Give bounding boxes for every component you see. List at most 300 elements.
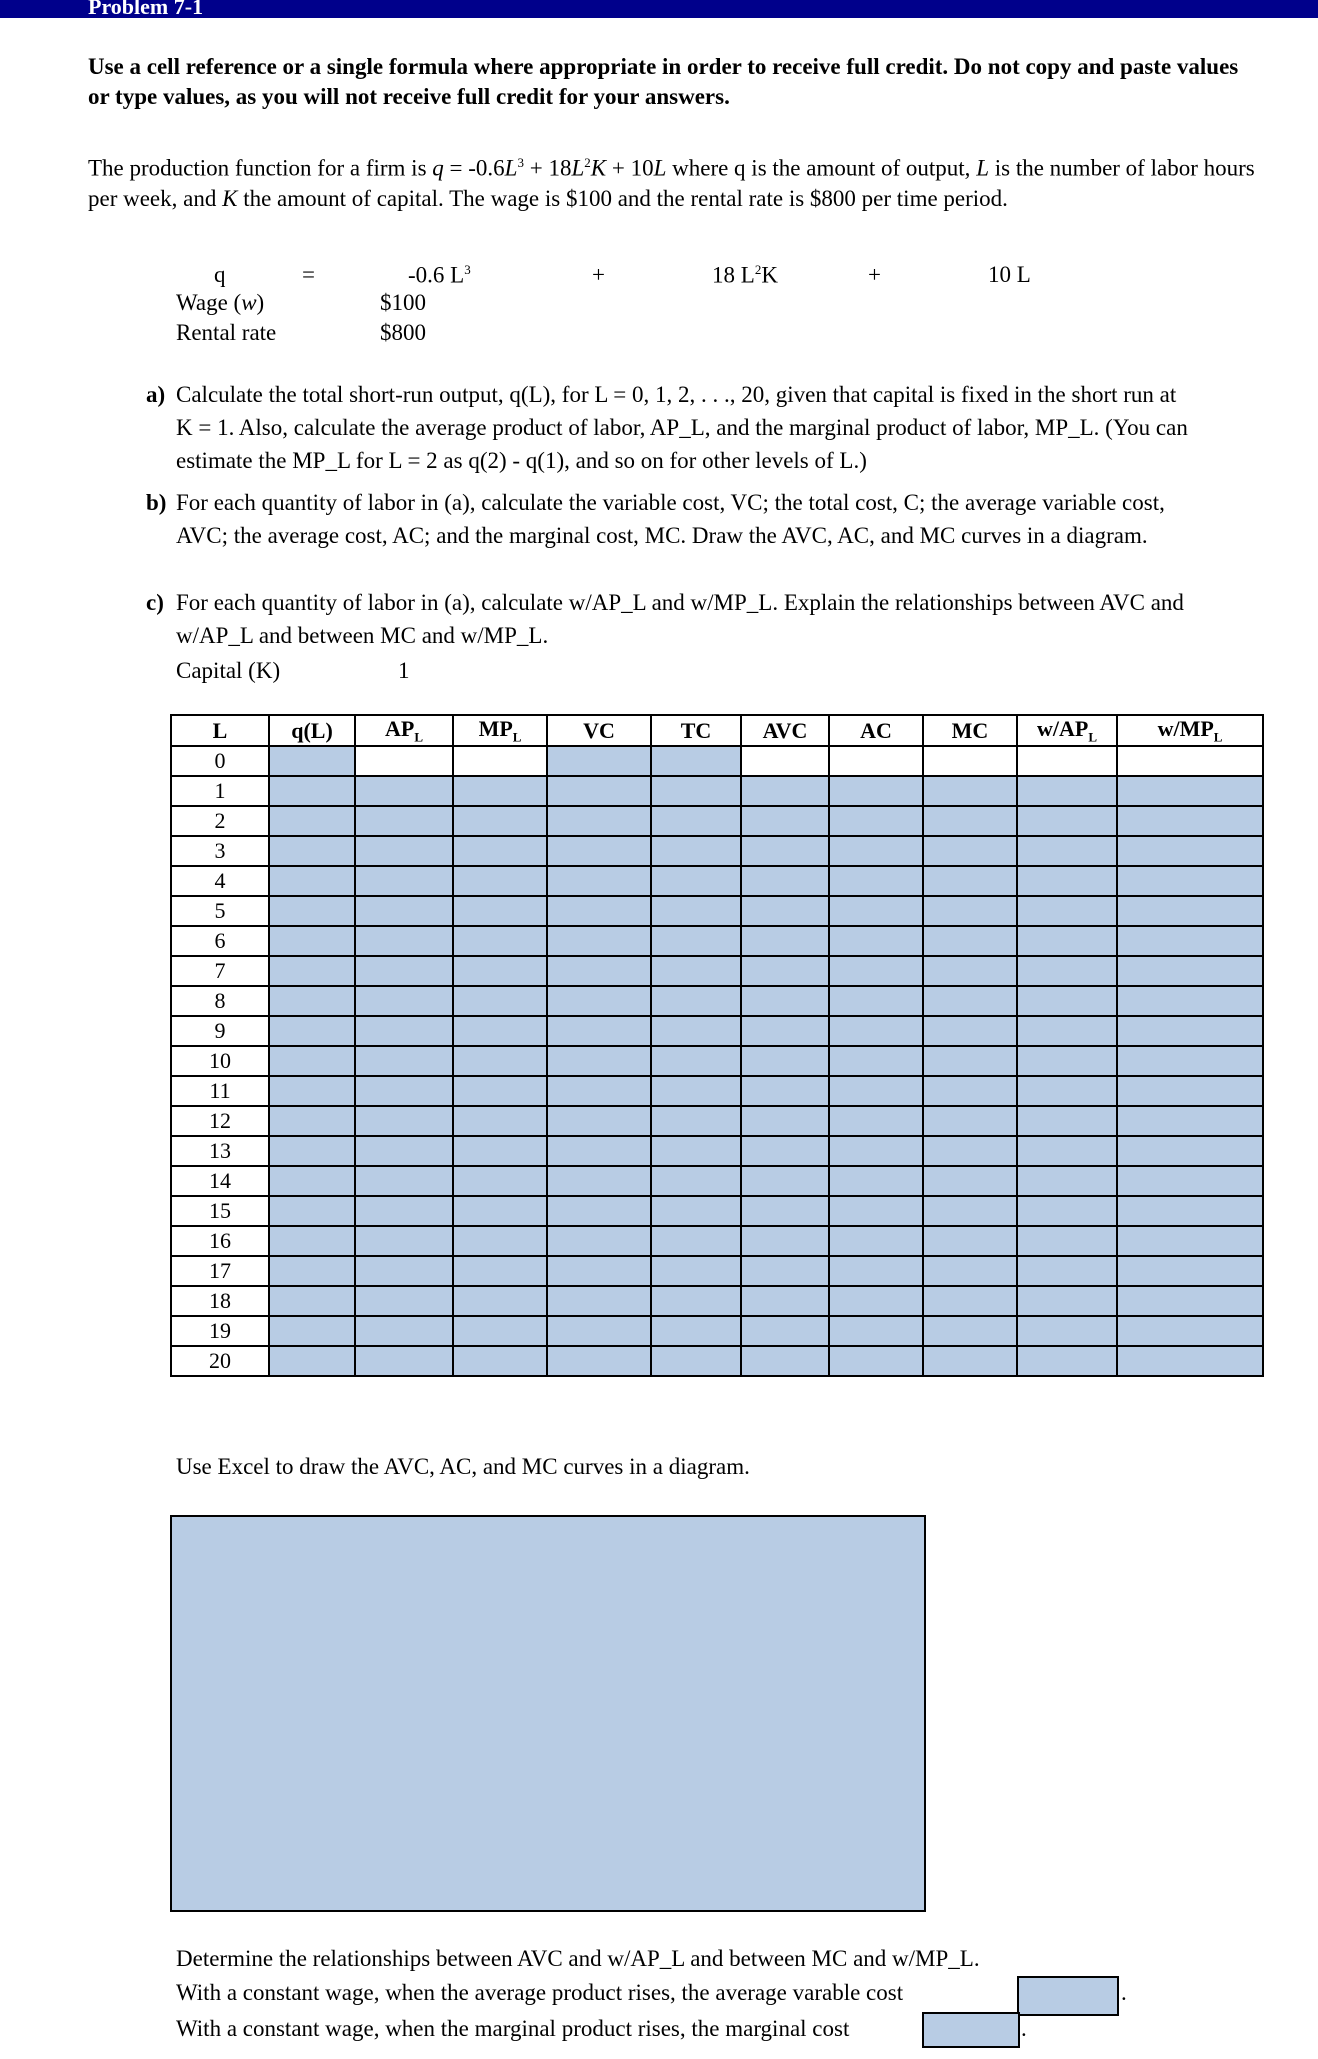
table-row xyxy=(171,1046,1263,1076)
input-cell-w-MPL[interactable] xyxy=(1117,1046,1263,1076)
part-a-line-3: estimate the MP_L for L = 2 as q(2) - q(1), and so on for other levels of L.) xyxy=(176,448,867,473)
input-cell-AC[interactable] xyxy=(829,1016,923,1046)
labor-cell: 17 xyxy=(171,1256,269,1286)
input-cell-w-APL[interactable] xyxy=(1017,926,1117,956)
term-2: 18 $L^2K$ xyxy=(712,262,778,288)
labor-cell: 0 xyxy=(171,746,269,776)
input-cell-MC[interactable] xyxy=(923,1136,1017,1166)
table-row xyxy=(171,1226,1263,1256)
period-2: . xyxy=(1021,2016,1027,2041)
input-cell-APL[interactable] xyxy=(355,1316,453,1346)
input-cell-AC[interactable] xyxy=(829,1136,923,1166)
input-cell-VC[interactable] xyxy=(547,806,651,836)
input-cell-w-APL[interactable] xyxy=(1017,956,1117,986)
input-cell-qL[interactable] xyxy=(269,1046,355,1076)
input-cell-qL[interactable] xyxy=(269,1256,355,1286)
labor-cell: 12 xyxy=(171,1106,269,1136)
input-cell-qL[interactable] xyxy=(269,866,355,896)
input-cell-AVC[interactable] xyxy=(741,1166,829,1196)
input-cell-MPL[interactable] xyxy=(453,1346,547,1376)
input-cell-TC[interactable] xyxy=(651,1046,741,1076)
input-cell-qL[interactable] xyxy=(269,1346,355,1376)
input-cell-qL[interactable] xyxy=(269,1286,355,1316)
input-cell-TC[interactable] xyxy=(651,806,741,836)
plus-sign-2: + xyxy=(868,262,881,287)
labor-cell: 18 xyxy=(171,1286,269,1316)
input-cell-MPL[interactable] xyxy=(453,1316,547,1346)
capital-value[interactable]: 1 xyxy=(398,658,410,683)
answer-cell-avc[interactable] xyxy=(1017,1976,1119,2016)
table-row xyxy=(171,1286,1263,1316)
input-cell-AVC[interactable] xyxy=(741,1196,829,1226)
wage-label: Wage (w) xyxy=(176,290,265,315)
input-cell-AVC[interactable] xyxy=(741,836,829,866)
input-cell-qL[interactable] xyxy=(269,1136,355,1166)
input-cell-APL[interactable] xyxy=(355,926,453,956)
input-cell-TC[interactable] xyxy=(651,1316,741,1346)
table-row xyxy=(171,1136,1263,1166)
input-cell-MPL[interactable] xyxy=(453,896,547,926)
input-cell-APL[interactable] xyxy=(355,1106,453,1136)
input-cell-MPL[interactable] xyxy=(453,1136,547,1166)
labor-cell: 20 xyxy=(171,1346,269,1376)
input-cell-AC[interactable] xyxy=(829,1196,923,1226)
input-cell-MC[interactable] xyxy=(923,1106,1017,1136)
input-cell-TC[interactable] xyxy=(651,1226,741,1256)
input-cell-APL[interactable] xyxy=(355,836,453,866)
input-cell-w-MPL[interactable] xyxy=(1117,956,1263,986)
input-cell-MPL[interactable] xyxy=(453,866,547,896)
input-cell-AC[interactable] xyxy=(829,1106,923,1136)
input-cell-APL[interactable] xyxy=(355,1016,453,1046)
input-cell-AC[interactable] xyxy=(829,896,923,926)
input-cell-w-APL[interactable] xyxy=(1017,806,1117,836)
input-cell-TC[interactable] xyxy=(651,1286,741,1316)
input-cell-AC[interactable] xyxy=(829,1226,923,1256)
input-cell-MC[interactable] xyxy=(923,956,1017,986)
input-cell-MPL[interactable] xyxy=(453,806,547,836)
input-cell-w-MPL[interactable] xyxy=(1117,896,1263,926)
input-cell-MC[interactable] xyxy=(923,1256,1017,1286)
input-cell-MC[interactable] xyxy=(923,806,1017,836)
input-cell-TC[interactable] xyxy=(651,1016,741,1046)
input-cell-MC[interactable] xyxy=(923,1346,1017,1376)
labor-cell: 16 xyxy=(171,1226,269,1256)
input-cell-TC[interactable] xyxy=(651,836,741,866)
input-cell-AC[interactable] xyxy=(829,776,923,806)
col-header-w-APL: $w/AP_L$ xyxy=(1017,715,1117,746)
input-cell-w-MPL[interactable] xyxy=(1117,776,1263,806)
part-b-line-2: AVC; the average cost, AC; and the marginal cost, MC. Draw the AVC, AC, and MC curves in a diagram. xyxy=(176,523,1148,548)
input-cell-VC[interactable] xyxy=(547,1046,651,1076)
input-cell-VC[interactable] xyxy=(547,1106,651,1136)
col-header-w-MPL: $w/MP_L$ xyxy=(1117,715,1263,746)
input-cell-MC[interactable] xyxy=(923,986,1017,1016)
input-cell-VC[interactable] xyxy=(547,1226,651,1256)
input-cell-w-MPL[interactable] xyxy=(1117,1226,1263,1256)
input-cell-VC[interactable] xyxy=(547,1196,651,1226)
rental-rate-value[interactable]: $800 xyxy=(380,320,426,345)
input-cell-APL[interactable] xyxy=(355,866,453,896)
labor-cell: 19 xyxy=(171,1316,269,1346)
labor-cell: 6 xyxy=(171,926,269,956)
part-c-line-2: w/AP_L and between MC and w/MP_L. xyxy=(176,623,549,648)
input-cell-qL[interactable] xyxy=(269,926,355,956)
input-cell-AC[interactable] xyxy=(829,956,923,986)
col-header-AC: AC xyxy=(829,715,923,746)
input-cell-APL[interactable] xyxy=(355,1256,453,1286)
input-cell-MPL[interactable] xyxy=(453,1286,547,1316)
input-cell-qL[interactable] xyxy=(269,896,355,926)
input-cell-w-APL[interactable] xyxy=(1017,1346,1117,1376)
input-cell-TC[interactable] xyxy=(651,1166,741,1196)
input-cell-MC[interactable] xyxy=(923,1196,1017,1226)
input-cell-AVC[interactable] xyxy=(741,1046,829,1076)
input-cell-AC[interactable] xyxy=(829,836,923,866)
input-cell-APL[interactable] xyxy=(355,1076,453,1106)
labor-cell: 5 xyxy=(171,896,269,926)
input-cell-qL[interactable] xyxy=(269,1166,355,1196)
input-cell-AVC[interactable] xyxy=(741,866,829,896)
input-cell-TC[interactable] xyxy=(651,1346,741,1376)
equals-sign: = xyxy=(302,262,315,287)
input-cell-TC[interactable] xyxy=(651,926,741,956)
table-row xyxy=(171,1346,1263,1376)
input-cell-AC[interactable] xyxy=(829,926,923,956)
table-header-row xyxy=(171,715,1263,746)
input-cell-APL[interactable] xyxy=(355,746,453,776)
table-row xyxy=(171,866,1263,896)
input-cell-MC[interactable] xyxy=(923,896,1017,926)
input-cell-APL[interactable] xyxy=(355,1046,453,1076)
input-cell-MC[interactable] xyxy=(923,926,1017,956)
capital-label: Capital (K) xyxy=(176,658,281,683)
labor-cell: 3 xyxy=(171,836,269,866)
col-header-L: L xyxy=(171,715,269,746)
table-row xyxy=(171,986,1263,1016)
col-header-TC: TC xyxy=(651,715,741,746)
table-row xyxy=(171,1166,1263,1196)
labor-cell: 7 xyxy=(171,956,269,986)
input-cell-w-MPL[interactable] xyxy=(1117,1256,1263,1286)
input-cell-AVC[interactable] xyxy=(741,1106,829,1136)
input-cell-VC[interactable] xyxy=(547,1076,651,1106)
problem-title: Problem 7-1 xyxy=(88,0,204,19)
input-cell-AC[interactable] xyxy=(829,1286,923,1316)
input-cell-TC[interactable] xyxy=(651,1256,741,1286)
input-cell-VC[interactable] xyxy=(547,746,651,776)
input-cell-MC[interactable] xyxy=(923,836,1017,866)
input-cell-MC[interactable] xyxy=(923,1016,1017,1046)
input-cell-qL[interactable] xyxy=(269,1076,355,1106)
input-cell-MPL[interactable] xyxy=(453,986,547,1016)
input-cell-APL[interactable] xyxy=(355,1286,453,1316)
input-cell-APL[interactable] xyxy=(355,956,453,986)
input-cell-AVC[interactable] xyxy=(741,1346,829,1376)
table-row xyxy=(171,926,1263,956)
table-row xyxy=(171,1106,1263,1136)
input-cell-AVC[interactable] xyxy=(741,746,829,776)
input-cell-qL[interactable] xyxy=(269,836,355,866)
table-row xyxy=(171,956,1263,986)
input-cell-w-APL[interactable] xyxy=(1017,1196,1117,1226)
input-cell-qL[interactable] xyxy=(269,1316,355,1346)
input-cell-TC[interactable] xyxy=(651,896,741,926)
input-cell-VC[interactable] xyxy=(547,1316,651,1346)
table-row xyxy=(171,836,1263,866)
part-a-line-2: K = 1. Also, calculate the average product of labor, AP_L, and the marginal product of labor, MP_L. (You can xyxy=(176,415,1188,440)
relationship-line-2: With a constant wage, when the marginal product rises, the marginal cost xyxy=(176,2016,850,2041)
input-cell-AVC[interactable] xyxy=(741,1316,829,1346)
input-cell-w-APL[interactable] xyxy=(1017,866,1117,896)
input-cell-w-MPL[interactable] xyxy=(1117,1136,1263,1166)
relationships-title: Determine the relationships between AVC and w/AP_L and between MC and w/MP_L. xyxy=(176,1946,980,1971)
input-cell-qL[interactable] xyxy=(269,746,355,776)
input-cell-APL[interactable] xyxy=(355,776,453,806)
input-cell-MPL[interactable] xyxy=(453,1016,547,1046)
table-row xyxy=(171,1256,1263,1286)
input-cell-w-MPL[interactable] xyxy=(1117,866,1263,896)
chart-area[interactable] xyxy=(170,1515,926,1912)
input-cell-w-APL[interactable] xyxy=(1017,776,1117,806)
input-cell-TC[interactable] xyxy=(651,1106,741,1136)
input-cell-MPL[interactable] xyxy=(453,836,547,866)
input-cell-AVC[interactable] xyxy=(741,776,829,806)
input-cell-APL[interactable] xyxy=(355,896,453,926)
input-cell-qL[interactable] xyxy=(269,1016,355,1046)
col-header-qL: q(L) xyxy=(269,715,355,746)
table-row xyxy=(171,896,1263,926)
input-cell-MPL[interactable] xyxy=(453,776,547,806)
input-cell-AC[interactable] xyxy=(829,1166,923,1196)
input-cell-w-MPL[interactable] xyxy=(1117,1196,1263,1226)
input-cell-qL[interactable] xyxy=(269,986,355,1016)
part-a xyxy=(146,378,1276,477)
input-cell-w-MPL[interactable] xyxy=(1117,1346,1263,1376)
part-b xyxy=(146,486,1276,552)
input-cell-qL[interactable] xyxy=(269,1196,355,1226)
header-bar xyxy=(0,0,1318,18)
input-cell-APL[interactable] xyxy=(355,1346,453,1376)
input-cell-MPL[interactable] xyxy=(453,1046,547,1076)
instructions: Use a cell reference or a single formula where appropriate in order to receive full credit. Do not copy and paste values or type values, as you will not receive full credit for your answers. xyxy=(88,54,1239,109)
col-header-AVC: AVC xyxy=(741,715,829,746)
labor-cell: 2 xyxy=(171,806,269,836)
input-cell-APL[interactable] xyxy=(355,1166,453,1196)
input-cell-w-MPL[interactable] xyxy=(1117,746,1263,776)
input-cell-MC[interactable] xyxy=(923,746,1017,776)
labor-cell: 10 xyxy=(171,1046,269,1076)
input-cell-VC[interactable] xyxy=(547,956,651,986)
input-cell-AVC[interactable] xyxy=(741,1286,829,1316)
input-cell-AVC[interactable] xyxy=(741,986,829,1016)
input-cell-w-APL[interactable] xyxy=(1017,1226,1117,1256)
labor-cell: 15 xyxy=(171,1196,269,1226)
input-cell-qL[interactable] xyxy=(269,956,355,986)
part-a-label: a) xyxy=(146,382,166,407)
table-row xyxy=(171,1076,1263,1106)
input-cell-VC[interactable] xyxy=(547,1256,651,1286)
input-cell-MC[interactable] xyxy=(923,1076,1017,1106)
input-cell-w-APL[interactable] xyxy=(1017,1256,1117,1286)
input-cell-w-APL[interactable] xyxy=(1017,1016,1117,1046)
input-cell-MC[interactable] xyxy=(923,866,1017,896)
plus-sign-1: + xyxy=(592,262,605,287)
input-cell-MPL[interactable] xyxy=(453,746,547,776)
input-cell-AC[interactable] xyxy=(829,1316,923,1346)
relationship-line-1: With a constant wage, when the average product rises, the average varable cost xyxy=(176,1980,904,2005)
input-cell-AVC[interactable] xyxy=(741,1136,829,1166)
chart-prompt: Use Excel to draw the AVC, AC, and MC curves in a diagram. xyxy=(176,1454,750,1479)
input-cell-qL[interactable] xyxy=(269,1106,355,1136)
input-cell-AC[interactable] xyxy=(829,1046,923,1076)
input-cell-VC[interactable] xyxy=(547,1016,651,1046)
input-cell-MC[interactable] xyxy=(923,776,1017,806)
input-cell-w-MPL[interactable] xyxy=(1117,1016,1263,1046)
input-cell-APL[interactable] xyxy=(355,986,453,1016)
input-cell-VC[interactable] xyxy=(547,836,651,866)
col-header-APL: $AP_L$ xyxy=(355,715,453,746)
input-cell-AC[interactable] xyxy=(829,806,923,836)
input-cell-qL[interactable] xyxy=(269,776,355,806)
input-cell-APL[interactable] xyxy=(355,1226,453,1256)
input-cell-AVC[interactable] xyxy=(741,896,829,926)
input-cell-w-MPL[interactable] xyxy=(1117,986,1263,1016)
part-c-label: c) xyxy=(146,590,164,615)
input-cell-VC[interactable] xyxy=(547,1346,651,1376)
labor-cell: 14 xyxy=(171,1166,269,1196)
input-cell-MC[interactable] xyxy=(923,1166,1017,1196)
wage-value[interactable]: $100 xyxy=(380,290,426,315)
part-b-line-1: For each quantity of labor in (a), calculate the variable cost, VC; the total cost, C; the average variable cost, xyxy=(176,490,1165,515)
input-cell-w-APL[interactable] xyxy=(1017,746,1117,776)
input-cell-AVC[interactable] xyxy=(741,806,829,836)
col-header-MPL: $MP_L$ xyxy=(453,715,547,746)
input-cell-w-APL[interactable] xyxy=(1017,1286,1117,1316)
labor-cell: 1 xyxy=(171,776,269,806)
input-cell-w-MPL[interactable] xyxy=(1117,1286,1263,1316)
input-cell-w-MPL[interactable] xyxy=(1117,1106,1263,1136)
input-cell-MPL[interactable] xyxy=(453,1196,547,1226)
input-cell-AVC[interactable] xyxy=(741,926,829,956)
input-cell-MPL[interactable] xyxy=(453,1166,547,1196)
input-cell-MC[interactable] xyxy=(923,1226,1017,1256)
answer-cell-mc[interactable] xyxy=(922,2012,1020,2048)
table-row xyxy=(171,1316,1263,1346)
input-cell-TC[interactable] xyxy=(651,866,741,896)
input-cell-AC[interactable] xyxy=(829,1256,923,1286)
input-cell-VC[interactable] xyxy=(547,1286,651,1316)
input-cell-VC[interactable] xyxy=(547,776,651,806)
input-cell-MPL[interactable] xyxy=(453,1256,547,1286)
input-cell-MPL[interactable] xyxy=(453,1076,547,1106)
input-cell-AVC[interactable] xyxy=(741,1076,829,1106)
input-cell-w-APL[interactable] xyxy=(1017,1046,1117,1076)
input-cell-TC[interactable] xyxy=(651,1076,741,1106)
input-cell-APL[interactable] xyxy=(355,806,453,836)
input-cell-MPL[interactable] xyxy=(453,956,547,986)
labor-cell: 13 xyxy=(171,1136,269,1166)
part-a-line-1: Calculate the total short-run output, q(L), for L = 0, 1, 2, . . ., 20, given that capital is fixed in the short run at xyxy=(176,382,1177,407)
input-cell-w-APL[interactable] xyxy=(1017,1106,1117,1136)
labor-cell: 11 xyxy=(171,1076,269,1106)
input-cell-VC[interactable] xyxy=(547,866,651,896)
input-cell-w-MPL[interactable] xyxy=(1117,1316,1263,1346)
input-cell-MC[interactable] xyxy=(923,1286,1017,1316)
input-cell-MC[interactable] xyxy=(923,1046,1017,1076)
input-cell-MPL[interactable] xyxy=(453,1106,547,1136)
calc-table xyxy=(170,714,1264,1377)
input-cell-w-APL[interactable] xyxy=(1017,1076,1117,1106)
labor-cell: 9 xyxy=(171,1016,269,1046)
input-cell-w-APL[interactable] xyxy=(1017,1166,1117,1196)
input-cell-TC[interactable] xyxy=(651,746,741,776)
input-cell-w-APL[interactable] xyxy=(1017,1136,1117,1166)
input-cell-VC[interactable] xyxy=(547,1136,651,1166)
input-cell-AC[interactable] xyxy=(829,1346,923,1376)
col-header-VC: VC xyxy=(547,715,651,746)
table-row xyxy=(171,806,1263,836)
input-cell-AC[interactable] xyxy=(829,986,923,1016)
input-cell-qL[interactable] xyxy=(269,806,355,836)
input-cell-TC[interactable] xyxy=(651,1136,741,1166)
col-header-MC: MC xyxy=(923,715,1017,746)
input-cell-AVC[interactable] xyxy=(741,1256,829,1286)
problem-intro: The production function for a firm is $q = -0.6L^3 + 18L^2K + 10L$ where q is the amount of output, L is the number of labor hours per week, and K the amount of capital. The wage is $100 and the rental rate is $800 per time period. xyxy=(88,155,1255,211)
input-cell-VC[interactable] xyxy=(547,1166,651,1196)
input-cell-AVC[interactable] xyxy=(741,1016,829,1046)
input-cell-w-APL[interactable] xyxy=(1017,1316,1117,1346)
table-row xyxy=(171,1016,1263,1046)
input-cell-MPL[interactable] xyxy=(453,1226,547,1256)
labor-cell: 4 xyxy=(171,866,269,896)
input-cell-w-APL[interactable] xyxy=(1017,986,1117,1016)
part-b-label: b) xyxy=(146,490,167,515)
input-cell-w-MPL[interactable] xyxy=(1117,1166,1263,1196)
input-cell-AC[interactable] xyxy=(829,1076,923,1106)
input-cell-qL[interactable] xyxy=(269,1226,355,1256)
input-cell-w-MPL[interactable] xyxy=(1117,926,1263,956)
input-cell-APL[interactable] xyxy=(355,1196,453,1226)
input-cell-TC[interactable] xyxy=(651,776,741,806)
input-cell-AC[interactable] xyxy=(829,866,923,896)
input-cell-w-MPL[interactable] xyxy=(1117,1076,1263,1106)
labor-cell: 8 xyxy=(171,986,269,1016)
input-cell-MPL[interactable] xyxy=(453,926,547,956)
input-cell-w-APL[interactable] xyxy=(1017,836,1117,866)
input-cell-APL[interactable] xyxy=(355,1136,453,1166)
rental-rate-label: Rental rate xyxy=(176,320,277,345)
input-cell-TC[interactable] xyxy=(651,1196,741,1226)
input-cell-VC[interactable] xyxy=(547,926,651,956)
input-cell-w-APL[interactable] xyxy=(1017,896,1117,926)
term-3: 10 L xyxy=(988,262,1031,287)
input-cell-MC[interactable] xyxy=(923,1316,1017,1346)
period-1: . xyxy=(1121,1980,1127,2005)
input-cell-VC[interactable] xyxy=(547,986,651,1016)
input-cell-AC[interactable] xyxy=(829,746,923,776)
q-label: q xyxy=(214,262,226,287)
input-cell-AVC[interactable] xyxy=(741,1226,829,1256)
input-cell-w-MPL[interactable] xyxy=(1117,806,1263,836)
input-cell-VC[interactable] xyxy=(547,896,651,926)
input-cell-w-MPL[interactable] xyxy=(1117,836,1263,866)
input-cell-TC[interactable] xyxy=(651,986,741,1016)
input-cell-TC[interactable] xyxy=(651,956,741,986)
table-row xyxy=(171,1196,1263,1226)
table-row xyxy=(171,746,1263,776)
input-cell-AVC[interactable] xyxy=(741,956,829,986)
